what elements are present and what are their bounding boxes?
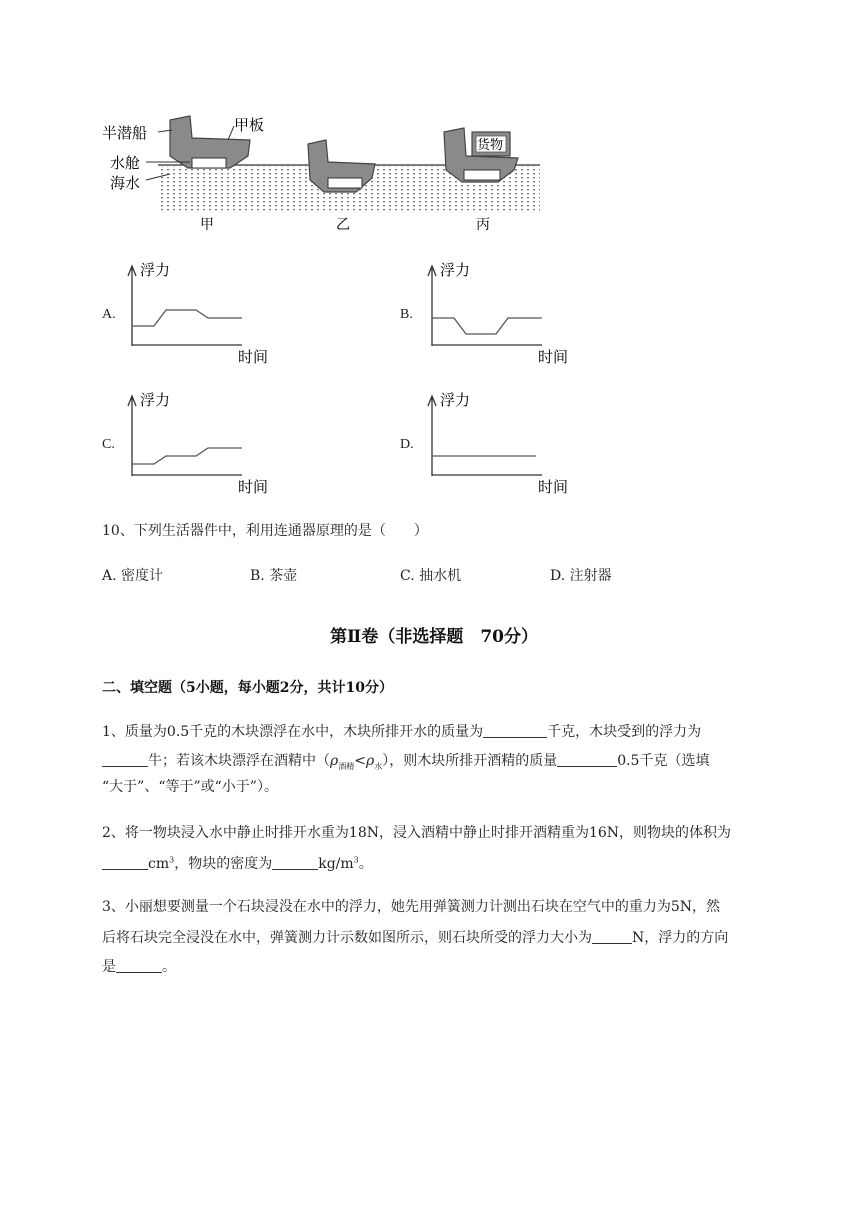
semi-sub-ship-label: 半潜船 xyxy=(102,124,148,142)
unit-superscript: 3 xyxy=(353,855,359,865)
buoyancy-curve xyxy=(132,448,242,464)
graph-option-c xyxy=(118,388,278,498)
alcohol-subscript: 酒精 xyxy=(338,761,355,771)
rho-symbol: ρ xyxy=(365,753,375,769)
y-axis-label: 浮力 xyxy=(440,391,471,409)
option-a-letter: A. xyxy=(102,307,116,322)
x-axis-label: 时间 xyxy=(238,348,269,366)
q10-option-d: D. 注射器 xyxy=(550,568,612,584)
q10-option-a: A. 密度计 xyxy=(102,568,164,584)
fill-q3-blank1[interactable] xyxy=(592,929,632,944)
fill-q3-line1: 3、小丽想要测量一个石块浸没在水中的浮力，她先用弹簧测力计测出石块在空气中的重力为5N，然 xyxy=(102,899,721,915)
less-than-sign: < xyxy=(354,753,366,769)
part2-title: 第Ⅱ卷（非选择题 70分） xyxy=(330,627,538,647)
option-c-letter: C. xyxy=(102,437,115,452)
fill-q2-text-end: 。 xyxy=(358,856,373,872)
fill-q1-line2 xyxy=(102,752,709,771)
fill-q1-text-a: 1、质量为0.5千克的木块漂浮在水中，木块所排开水的质量为 xyxy=(102,724,484,740)
panel-label-yi: 乙 xyxy=(336,217,350,233)
fill-q1-line1 xyxy=(102,723,701,739)
fill-q3-line3 xyxy=(102,958,176,974)
fill-q2-text-mid: ，物块的密度为 xyxy=(174,856,273,872)
option-d-letter: D. xyxy=(400,437,414,452)
water-tank-label: 水舱 xyxy=(110,154,141,172)
fill-q1-blank1[interactable] xyxy=(483,723,547,738)
fill-q1-blank2[interactable] xyxy=(102,752,148,767)
density-unit: kg/m xyxy=(318,856,354,872)
q10-stem: 10、下列生活器件中，利用连通器原理的是（ ） xyxy=(102,523,428,539)
fill-q2-line1: 2、将一物块浸入水中静止时排开水重为18N，浸入酒精中静止时排开酒精重为16N，则物块的体积为 xyxy=(102,825,732,841)
q10-option-b: B. 茶壶 xyxy=(250,568,298,584)
fill-q3-text-a: 后将石块完全浸没在水中，弹簧测力计示数如图所示，则石块所受的浮力大小为 xyxy=(102,930,592,946)
option-b-letter: B. xyxy=(400,307,413,322)
y-axis-label: 浮力 xyxy=(440,261,471,279)
y-axis-label: 浮力 xyxy=(140,261,171,279)
buoyancy-curve xyxy=(432,318,542,334)
unit-superscript: 3 xyxy=(169,855,175,865)
fill-q3-line2 xyxy=(102,929,728,945)
semi-submersible-ship-figure xyxy=(100,108,560,238)
panel-label-bing: 丙 xyxy=(476,217,490,233)
q10-option-c: C. 抽水机 xyxy=(400,568,462,584)
deck-label: 甲板 xyxy=(234,116,265,134)
ship-yi xyxy=(308,140,375,192)
seawater-label: 海水 xyxy=(110,174,141,192)
fill-q1-text-c: 牛；若该木块漂浮在酒精中（ xyxy=(148,753,330,769)
rho-symbol: ρ xyxy=(330,753,339,769)
graph-option-d xyxy=(418,388,578,498)
y-axis-label: 浮力 xyxy=(140,391,171,409)
x-axis-label: 时间 xyxy=(238,478,269,496)
fill-q3-text-b: N，浮力的方向 xyxy=(632,930,729,946)
x-axis-label: 时间 xyxy=(538,348,569,366)
water-subscript: 水 xyxy=(374,761,383,771)
fill-q3-blank2[interactable] xyxy=(116,958,162,973)
fill-q2-line2 xyxy=(102,855,373,871)
ship-bing xyxy=(444,128,518,182)
fill-q1-text-e: 0.5千克（选填 xyxy=(617,753,710,769)
volume-unit: cm xyxy=(148,856,170,872)
graph-option-b xyxy=(418,258,578,368)
fill-q1-blank3[interactable] xyxy=(557,752,617,767)
graph-option-a xyxy=(118,258,278,368)
fill-q3-text-c: 是 xyxy=(102,959,116,975)
fill-q2-blank2[interactable] xyxy=(272,855,318,870)
x-axis-label: 时间 xyxy=(538,478,569,496)
panel-label-jia: 甲 xyxy=(200,217,214,233)
cargo-label: 货物 xyxy=(477,138,504,153)
fill-q1-text-d: ），则木块所排开酒精的质量 xyxy=(382,753,558,769)
buoyancy-curve xyxy=(132,310,242,326)
fill-q3-text-d: 。 xyxy=(162,959,176,975)
fill-section-heading: 二、填空题（5小题，每小题2分，共计10分） xyxy=(102,680,393,696)
fill-q1-line3: “大于”、“等于”或“小于”）。 xyxy=(102,779,278,795)
fill-q2-blank1[interactable] xyxy=(102,855,148,870)
fill-q1-text-b: 千克，木块受到的浮力为 xyxy=(547,724,702,740)
